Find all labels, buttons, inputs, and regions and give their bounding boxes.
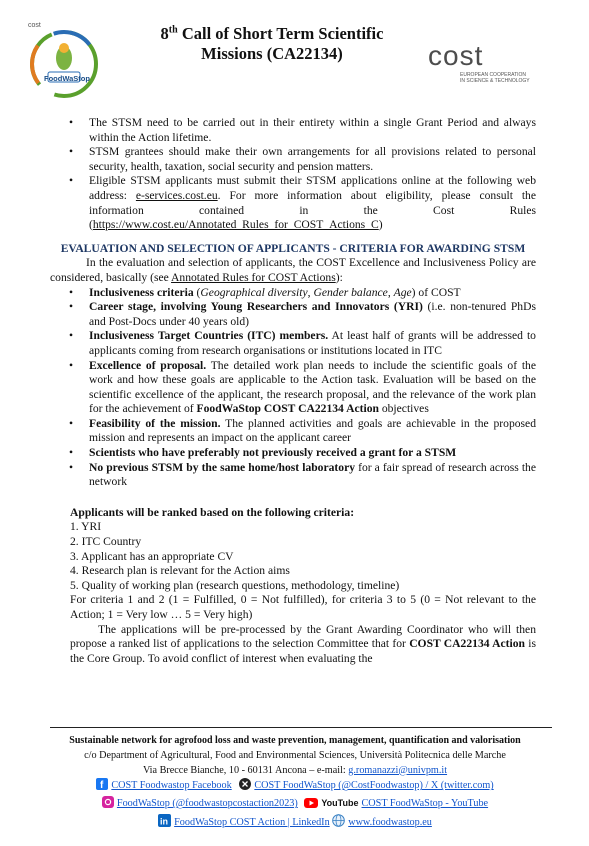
page-title: 8th Call of Short Term Scientific Missions (CA22134) bbox=[160, 24, 384, 63]
criteria-list bbox=[50, 286, 536, 490]
social-links-row-1 bbox=[30, 778, 560, 796]
footer-divider bbox=[50, 727, 552, 728]
ranking-item: 3. Applicant has an appropriate CV bbox=[70, 549, 234, 563]
list-item: • The STSM need to be carried out in their entirety within a single Grant Period and always within the Action lifetime. bbox=[69, 116, 536, 144]
social-links-row-3 bbox=[30, 814, 560, 833]
cost-logo bbox=[426, 40, 544, 84]
scoring-scale: For criteria 1 and 2 (1 = Fulfilled, 0 = Not fulfilled), for criteria 3 to 5 (0 = Not relevant to the Action; 1 = Very low … 5 = Very high) bbox=[70, 593, 536, 621]
ranking-item: 5. Quality of working plan (research questions, methodology, timeline) bbox=[70, 578, 400, 592]
instagram-link[interactable]: FoodWaStop (@foodwastopcostaction2023) bbox=[116, 798, 298, 810]
youtube-wordmark: YouTube bbox=[321, 798, 359, 809]
facebook-icon bbox=[96, 778, 108, 796]
cost-logo-tagline-2: IN SCIENCE & TECHNOLOGY bbox=[460, 78, 530, 84]
ranking-item: 4. Research plan is relevant for the Action aims bbox=[70, 564, 290, 578]
svg-text:in: in bbox=[160, 816, 169, 827]
globe-icon bbox=[332, 814, 345, 833]
stsm-rules-list bbox=[50, 116, 536, 233]
foodwastop-logo-label: FoodWaStop bbox=[44, 74, 90, 83]
closing-paragraph: The applications will be pre-processed by the Grant Awarding Coordinator who will then propose a ranked list of applications to the selection Committee that for COST CA22134 Action is the Core Group. To avoid conflict of interest when evaluating the bbox=[70, 622, 537, 665]
eservices-link[interactable]: e-services.cost.eu bbox=[135, 188, 218, 202]
list-item-eligibility: • Eligible STSM applicants must submit their STSM applications online at the following web address: e-services.cost.eu. For more information about eligibility, please consult the information contained in the Cost Rules (https://www.cost.eu/Annotated_Rules_for_COST_Actions_C) bbox=[69, 174, 537, 232]
list-item: • Scientists who have preferably not previously received a grant for a STSM bbox=[69, 446, 457, 460]
youtube-link[interactable]: COST FoodWaStop - YouTube bbox=[361, 798, 489, 810]
cost-logo-tagline-1: EUROPEAN COOPERATION bbox=[460, 72, 527, 78]
street-address: Via Brecce Bianche, 10 - 60131 Ancona – e-mail: g.romanazzi@univpm.it bbox=[142, 764, 448, 776]
section-heading: EVALUATION AND SELECTION OF APPLICANTS - CRITERIA FOR AWARDING STSM bbox=[60, 241, 526, 255]
list-item: • STSM grantees should make their own arrangements for all provisions related to personal security, health, taxation, social security and pension matters. bbox=[69, 145, 536, 173]
document-body bbox=[50, 116, 536, 666]
foodwastop-logo bbox=[18, 22, 110, 102]
x-twitter-link[interactable]: COST FoodWaStop (@CostFoodwastop) / X (twitter.com) bbox=[254, 780, 494, 792]
intro-paragraph: In the evaluation and selection of applicants, the COST Excellence and Inclusiveness Policy are considered, basically (see Annotated Rules for COST Actions): bbox=[50, 256, 536, 284]
svg-text:f: f bbox=[100, 780, 104, 791]
x-icon bbox=[239, 778, 251, 796]
ranking-item: 2. ITC Country bbox=[70, 535, 142, 549]
social-links-row-2 bbox=[30, 796, 560, 814]
footer bbox=[30, 734, 560, 833]
email-link[interactable]: g.romanazzi@univpm.it bbox=[348, 764, 448, 776]
network-tagline: Sustainable network for agrofood loss and waste prevention, management, quantification and valorisation bbox=[69, 735, 521, 746]
ranking-item: 1. YRI bbox=[70, 520, 102, 534]
linkedin-link[interactable]: FoodWaStop COST Action | LinkedIn bbox=[174, 816, 330, 828]
linkedin-icon bbox=[158, 814, 171, 833]
cost-small-label: cost bbox=[28, 22, 41, 29]
ranking-heading: Applicants will be ranked based on the following criteria: bbox=[70, 505, 355, 519]
cost-rules-link[interactable]: https://www.cost.eu/Annotated_Rules_for_COST_Actions_C bbox=[92, 218, 379, 232]
instagram-icon bbox=[102, 796, 114, 814]
cost-logo-wordmark: cost bbox=[428, 40, 484, 71]
list-item: • Inclusiveness criteria (Geographical diversity, Gender balance, Age) of COST bbox=[69, 285, 461, 299]
list-item: • Career stage, involving Young Researchers and Innovators (YRI) (i.e. non-tenured PhDs and Post-Docs under 40 years old) bbox=[69, 300, 536, 328]
department-address: c/o Department of Agricultural, Food and Environmental Sciences, Università Politecnica delle Marche bbox=[84, 749, 506, 761]
facebook-link[interactable]: COST Foodwastop Facebook bbox=[111, 780, 232, 792]
youtube-icon bbox=[304, 798, 318, 814]
website-link[interactable]: www.foodwastop.eu bbox=[348, 816, 432, 828]
list-item: • Feasibility of the mission. The planned activities and goals are achievable in the proposed mission and represents an impact on the applicant career bbox=[69, 416, 536, 445]
list-item: • No previous STSM by the same home/host laboratory for a fair spread of research across the network bbox=[69, 460, 536, 489]
ranking-list bbox=[50, 520, 536, 593]
list-item: • Inclusiveness Target Countries (ITC) members. At least half of grants will be addressed to applicants coming from research organisations or institutions located in ITC bbox=[69, 329, 536, 357]
list-item: • Excellence of proposal. The detailed work plan needs to include the scientific goals of the work and how these goals are applicable to the Action task. Evaluation will be based on the scientific excellence of the applicant, the research proposal, and the relevance of the work plan for the achievement of FoodWaStop COST CA22134 Action objectives bbox=[69, 358, 536, 416]
annotated-rules-link[interactable]: Annotated Rules for COST Actions bbox=[171, 270, 336, 284]
